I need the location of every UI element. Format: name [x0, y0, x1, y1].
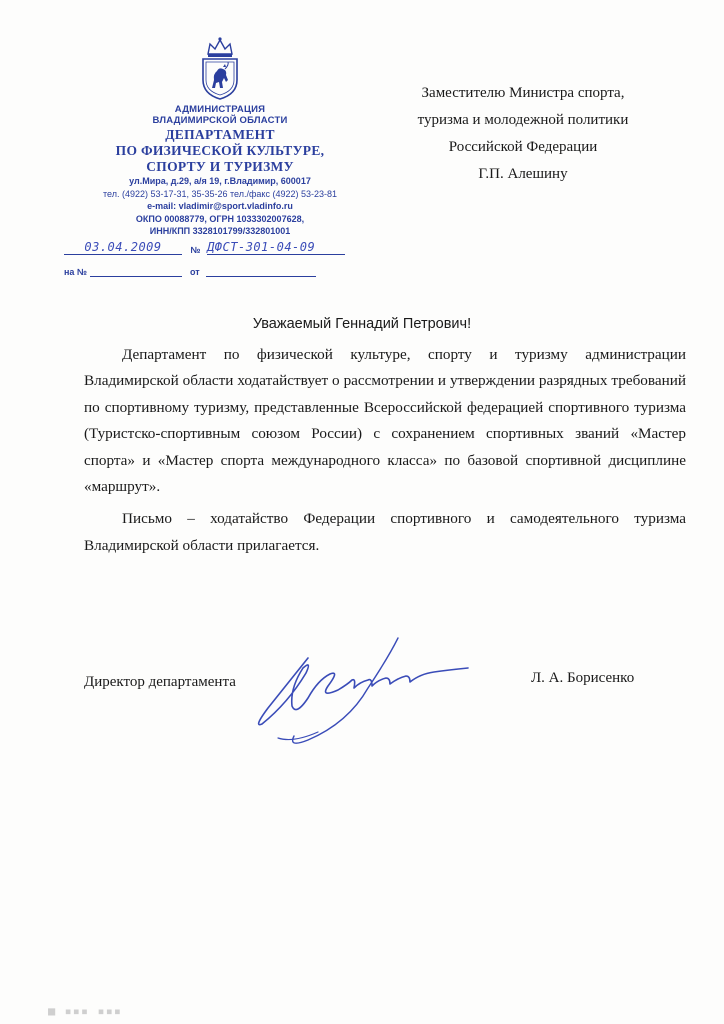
- signatory-name: Л. А. Борисенко: [531, 670, 635, 686]
- dept-name-line3: СПОРТУ И ТУРИЗМУ: [146, 159, 294, 174]
- addressee-line3: Российской Федерации: [448, 139, 598, 155]
- postal-address: ул.Мира, д.29, а/я 19, г.Владимир, 600017: [129, 176, 311, 186]
- coat-of-arms-emblem: [198, 36, 242, 102]
- phone-numbers: тел. (4922) 53-17-31, 35-35-26 тел./факс (4922) 53-23-81: [102, 188, 338, 199]
- reply-number-blank: [90, 266, 182, 277]
- addressee-line2: туризма и молодежной политики: [417, 112, 629, 128]
- salutation: Уважаемый Геннадий Петрович!: [252, 316, 472, 332]
- signatory-title: Директор департамента: [84, 674, 236, 690]
- faint-edge-mark: ■ ▪▪▪ ▪▪▪: [48, 1004, 123, 1018]
- dept-name-line2: ПО ФИЗИЧЕСКОЙ КУЛЬТУРЕ,: [115, 143, 325, 158]
- addressee-block: [398, 80, 648, 188]
- registration-number: ДФСТ-301-04-09: [207, 240, 345, 255]
- org-name-line1: АДМИНИСТРАЦИЯ: [174, 104, 266, 115]
- reply-number-label: на №: [64, 267, 87, 277]
- reply-date-blank: [206, 266, 316, 277]
- okpo-ogrn: ОКПО 00088779, ОГРН 1033302007628,: [135, 213, 305, 224]
- reply-reference-line: [64, 266, 316, 277]
- letter-body: [84, 342, 686, 559]
- org-name-line2: ВЛАДИМИРСКОЙ ОБЛАСТИ: [152, 115, 288, 126]
- reply-date-label: от: [190, 267, 200, 277]
- registration-number-label: №: [190, 245, 201, 255]
- inn-kpp: ИНН/КПП 3328101799/332801001: [149, 226, 291, 236]
- body-paragraph-1: Департамент по физической культуре, спорту и туризму администрации Владимирской области ходатайствует о рассмотрении и утверждении разрядных требований по спортивному туризму, представленные Всероссийской федерацией спортивного туризма (Туристско-спортивным союзом России) с сохранением спортивных званий «Мастер спорта» и «Мастер спорта международного класса» по базовой спортивной дисциплине «маршрут».: [84, 346, 686, 496]
- registration-line: [64, 240, 345, 255]
- registration-date: 03.04.2009: [64, 240, 182, 255]
- email-address: e-mail: vladimir@sport.vladinfo.ru: [147, 201, 293, 211]
- letterhead: [40, 36, 400, 237]
- body-paragraph-2: Письмо – ходатайство Федерации спортивного и самодеятельного туризма Владимирской области прилагается.: [84, 510, 686, 554]
- addressee-line1: Заместителю Министра спорта,: [421, 85, 625, 101]
- addressee-line4: Г.П. Алешину: [478, 166, 568, 182]
- handwritten-signature: [248, 628, 480, 750]
- dept-name-line1: ДЕПАРТАМЕНТ: [165, 127, 275, 142]
